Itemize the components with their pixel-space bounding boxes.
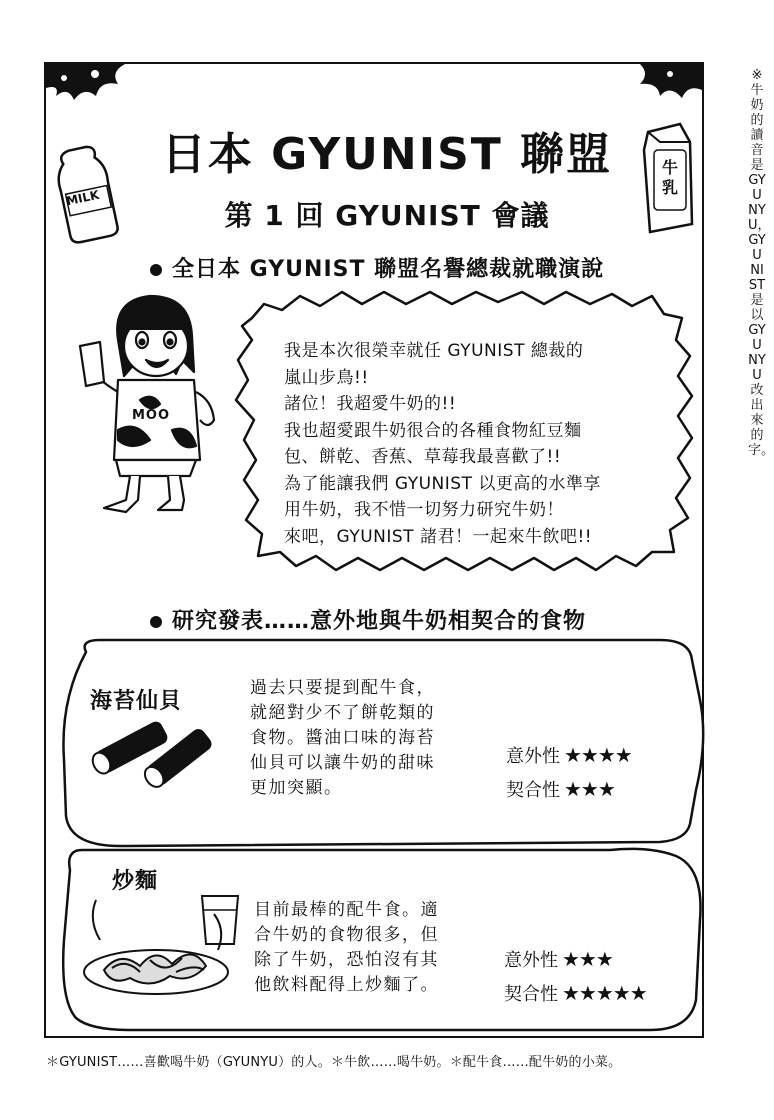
corner-splat-right: [640, 64, 702, 98]
bullet-dot: [150, 264, 162, 276]
desc-line: 更加突顯。: [250, 778, 343, 798]
desc-line: 除了牛奶，恐怕沒有其: [254, 950, 439, 970]
speech-line: 來吧，GYUNIST 諸君！一起來牛飲吧!!: [284, 526, 593, 547]
section-heading-speech-text: 全日本 GYUNIST 聯盟名譽總裁就職演說: [172, 257, 605, 282]
rating-label: 意外性: [504, 950, 558, 971]
rating-match-noodles: [504, 980, 647, 1006]
shirt-text: MOO: [132, 408, 171, 423]
seaweed-cracker-drawing: [89, 721, 213, 791]
section-heading-research: [150, 604, 586, 635]
food-name-seaweed-cracker: 海苔仙貝: [90, 689, 183, 714]
desc-line: 過去只要提到配牛食，: [250, 678, 435, 698]
footnote: ＊GYUNIST……喜歡喝牛奶（GYUNYU）的人。＊牛飲……喝牛奶。＊配牛食……配牛奶的小菜。: [46, 1055, 622, 1070]
rating-match-seaweed: [506, 776, 615, 802]
speech-line: 包、餅乾、香蕉、草莓我最喜歡了!!: [284, 447, 562, 467]
desc-line: 仙貝可以讓牛奶的甜味: [250, 753, 435, 773]
desc-line: 目前最棒的配牛食。適: [254, 900, 439, 920]
meeting-subtitle: 第 1 回 GYUNIST 會議: [224, 199, 550, 232]
girl-character-drawing: [80, 296, 214, 512]
rating-surprise-seaweed: [506, 742, 632, 768]
rating-label: 契合性: [504, 984, 558, 1005]
star-rating: ★★★: [564, 777, 615, 801]
speech-line: 嵐山步鳥!!: [284, 367, 369, 388]
star-rating: ★★★: [562, 947, 613, 971]
rating-label: 契合性: [506, 780, 560, 801]
page-title: 日本 GYUNIST 聯盟: [161, 129, 613, 180]
side-note: ※牛奶的讀音是GYUNYU，GYUNIST是以GYUNYU改出來的字。: [748, 68, 774, 458]
food-desc-seaweed-cracker: [250, 676, 435, 801]
star-rating: ★★★★★: [562, 981, 647, 1005]
desc-line: 合牛奶的食物很多，但: [254, 925, 439, 945]
milk-carton-label: 牛乳: [661, 158, 678, 197]
milk-bottle-label: MILK: [64, 187, 101, 209]
milk-glass-drawing: [202, 896, 238, 944]
desc-line: 他飲料配得上炒麵了。: [254, 975, 439, 995]
rating-label: 意外性: [506, 746, 560, 767]
section-heading-research-text: 研究發表……意外地與牛奶相契合的食物: [172, 609, 587, 634]
food-desc-fried-noodles: [254, 898, 439, 998]
rating-surprise-noodles: [504, 946, 613, 972]
speech-line: 用牛奶，我不惜一切努力研究牛奶！: [284, 500, 564, 520]
speech-line: 諸位！我超愛牛奶的!!: [284, 394, 457, 414]
star-rating: ★★★★: [564, 743, 632, 767]
speech-text: [284, 338, 664, 550]
speech-line: 我是本次很榮幸就任 GYUNIST 總裁的: [284, 341, 584, 361]
corner-splat-left: [46, 64, 125, 100]
desc-line: 食物。醬油口味的海苔: [250, 728, 435, 748]
bullet-dot: [150, 616, 162, 628]
speech-line: 我也超愛跟牛奶很合的各種食物紅豆麵: [284, 420, 582, 441]
desc-line: 就絕對少不了餅乾類的: [250, 703, 435, 723]
food-name-fried-noodles: 炒麵: [112, 869, 159, 894]
section-heading-speech: [150, 252, 604, 283]
speech-line: 為了能讓我們 GYUNIST 以更高的水準享: [284, 473, 601, 494]
